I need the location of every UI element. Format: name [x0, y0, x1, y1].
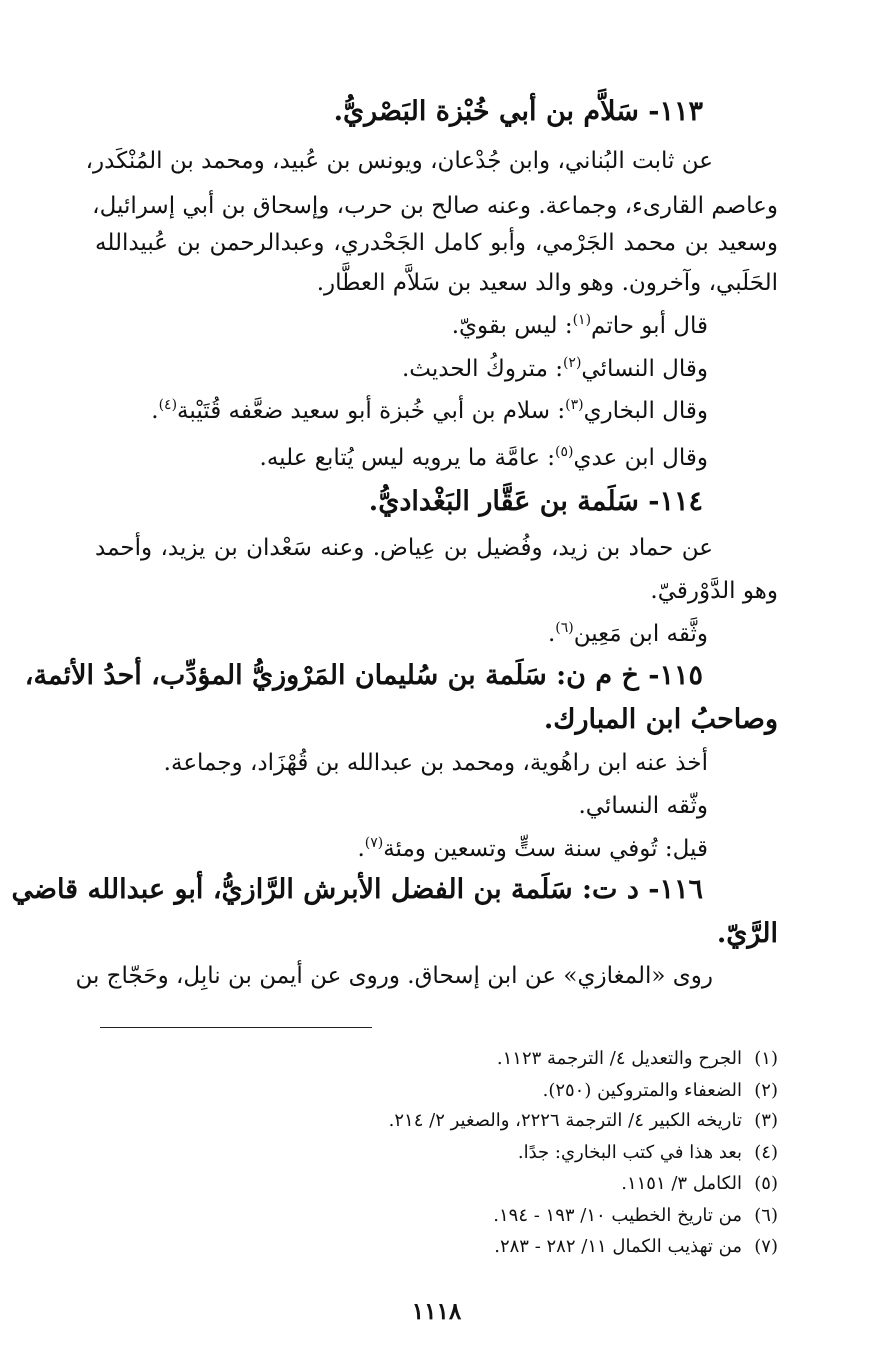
footnote-ref: (١) — [572, 312, 592, 328]
footnote: ( ٦ )من تاريخ الخطيب ١٠/ ١٩٣ - ١٩٤. — [300, 1207, 778, 1225]
paragraph-line: روى «المغازي» عن ابن إسحاق. وروى عن أيمن بن نابِل، وحَجّاج بن — [75, 963, 713, 989]
footnote-ref: (٧) — [364, 835, 384, 851]
footnote-divider — [100, 1027, 372, 1028]
footnote-ref: (٤) — [158, 397, 178, 413]
paragraph-line: عن حماد بن زيد، وفُضيل بن عِياض. وعنه سَعْدان بن يزيد، وأحمد — [95, 535, 713, 561]
quote-line: قال أبو حاتم$^{(١)}$: ليس بقويّ. — [451, 312, 708, 339]
quote-line: قيل: تُوفي سنة ستٍّ وتسعين ومئة$^{(٧)}$. — [357, 835, 708, 862]
entry-heading: ١١٦- د ت: سَلَمة بن الفضل الأبرش الرَّازيُّ، أبو عبدالله قاضي — [11, 874, 703, 905]
footnote: ( ٧ )من تهذيب الكمال ١١/ ٢٨٢ - ٢٨٣. — [300, 1238, 778, 1256]
footnote: ( ٤ )بعد هذا في كتب البخاري: جدًا. — [300, 1144, 778, 1162]
entry-heading: وصاحبُ ابن المبارك. — [543, 704, 778, 735]
footnote-number: ( ٧ ) — [742, 1238, 778, 1256]
footnote-ref: (٦) — [555, 620, 574, 636]
footnote-number: ( ٢ ) — [742, 1082, 778, 1100]
quote-line: وقال النسائي$^{(٢)}$: متروكُ الحديث. — [401, 355, 708, 382]
paragraph-line: وعاصم القارىء، وجماعة. وعنه صالح بن حرب، وإسحاق بن أبي إسرائيل، — [92, 193, 778, 219]
entry-heading: ١١٣- سَلاَّم بن أبي خُبْزة البَصْريُّ. — [333, 96, 703, 127]
quote-line: وثَّقه ابن مَعِين$^{(٦)}$. — [547, 620, 708, 647]
entry-heading: ١١٥- خ م ن: سَلَمة بن سُليمان المَرْوزيُّ المؤدِّب، أحدُ الأئمة، — [24, 660, 703, 691]
entry-heading: ١١٤- سَلَمة بن عَقَّار البَغْداديُّ. — [368, 486, 703, 517]
paragraph-line: الحَلَبي، وآخرون. وهو والد سعيد بن سَلاَّم العطَّار. — [316, 270, 778, 296]
page-number: ١١١٨ — [411, 1298, 462, 1325]
footnote: ( ٣ )تاريخه الكبير ٤/ الترجمة ٢٢٢٦، والصغير ٢/ ٢١٤. — [300, 1112, 778, 1130]
footnote-number: ( ٣ ) — [742, 1112, 778, 1130]
footnote-ref: (٥) — [554, 444, 574, 460]
footnote: ( ٢ )الضعفاء والمتروكين (٢٥٠). — [300, 1082, 778, 1100]
footnote-ref: (٣) — [565, 397, 584, 413]
entry-heading: الرَّيّ. — [716, 918, 778, 949]
footnote: ( ٥ )الكامل ٣/ ١١٥١. — [300, 1175, 778, 1193]
quote-line: وقال ابن عدي$^{(٥)}$: عامَّة ما يرويه ليس يُتابع عليه. — [259, 444, 708, 471]
footnote-ref: (٢) — [562, 355, 582, 371]
quote-line: وقال البخاري$^{(٣)}$: سلام بن أبي خُبزة أبو سعيد ضعَّفه قُتَيْبة$^{(٤)}$. — [151, 397, 708, 424]
footnote-number: ( ٦ ) — [742, 1207, 778, 1225]
paragraph-line: أخذ عنه ابن راهُوية، ومحمد بن عبدالله بن قُهْزَاد، وجماعة. — [163, 750, 708, 776]
footnote-number: ( ١ ) — [742, 1050, 778, 1068]
footnote: ( ١ )الجرح والتعديل ٤/ الترجمة ١١٢٣. — [300, 1050, 778, 1068]
footnote-number: ( ٤ ) — [742, 1144, 778, 1162]
paragraph-line: عن ثابت البُناني، وابن جُدْعان، ويونس بن عُبيد، ومحمد بن المُنْكَدر، — [85, 148, 713, 174]
paragraph-line: وثّقه النسائي. — [578, 793, 708, 819]
footnote-number: ( ٥ ) — [742, 1175, 778, 1193]
paragraph-line: وهو الدَّوْرقيّ. — [650, 578, 778, 604]
paragraph-line: وسعيد بن محمد الجَرْمي، وأبو كامل الجَحْدري، وعبدالرحمن بن عُبيدالله — [95, 230, 778, 256]
